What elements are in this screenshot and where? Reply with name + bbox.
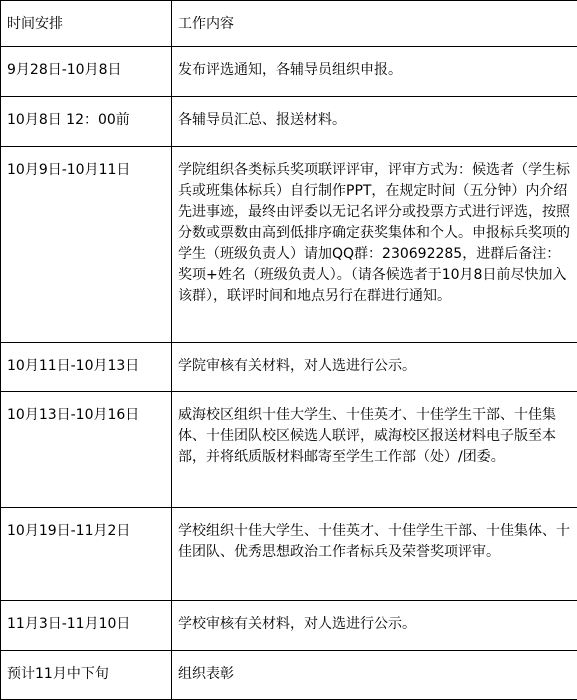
table-row [1, 601, 577, 651]
header-content: 工作内容 [172, 1, 577, 47]
content-cell: 威海校区组织十佳大学生、十佳英才、十佳学生干部、十佳集体、十佳团队校区候选人联评，威海校区报送材料电子版至本部，并将纸质版材料邮寄至学生工作部（处）/团委。 [172, 392, 577, 508]
time-cell: 11月3日-11月10日 [1, 601, 172, 651]
table-row [1, 147, 577, 343]
content-cell: 学院审核有关材料，对人选进行公示。 [172, 343, 577, 392]
time-cell: 10月8日 12：00前 [1, 97, 172, 147]
table-row [1, 508, 577, 601]
time-cell: 10月19日-11月2日 [1, 508, 172, 601]
content-cell: 学院组织各类标兵奖项联评评审，评审方式为：候选者（学生标兵或班集体标兵）自行制作PPT，在规定时间（五分钟）内介绍先进事迹，最终由评委以无记名评分或投票方式进行评选，按照分数或票数由高到低排序确定获奖集体和个人。申报标兵奖项的学生（班级负责人）请加QQ群：230692285，进群后备注：奖项+姓名（班级负责人）。（请各候选者于10月8日前尽快加入该群），联评时间和地点另行在群进行通知。 [172, 147, 577, 343]
content-cell: 发布评选通知，各辅导员组织申报。 [172, 47, 577, 97]
time-cell: 10月9日-10月11日 [1, 147, 172, 343]
time-cell: 9月28日-10月8日 [1, 47, 172, 97]
time-cell: 10月13日-10月16日 [1, 392, 172, 508]
content-cell: 学校组织十佳大学生、十佳英才、十佳学生干部、十佳集体、十佳团队、优秀思想政治工作者标兵及荣誉奖项评审。 [172, 508, 577, 601]
time-cell: 10月11日-10月13日 [1, 343, 172, 392]
table-row [1, 651, 577, 700]
table-row [1, 343, 577, 392]
content-cell: 学校审核有关材料，对人选进行公示。 [172, 601, 577, 651]
content-cell: 各辅导员汇总、报送材料。 [172, 97, 577, 147]
time-cell: 预计11月中下旬 [1, 651, 172, 700]
header-time: 时间安排 [1, 1, 172, 47]
table-row [1, 47, 577, 97]
table-row [1, 392, 577, 508]
content-cell: 组织表彰 [172, 651, 577, 700]
header-row [1, 1, 577, 47]
table-row [1, 97, 577, 147]
